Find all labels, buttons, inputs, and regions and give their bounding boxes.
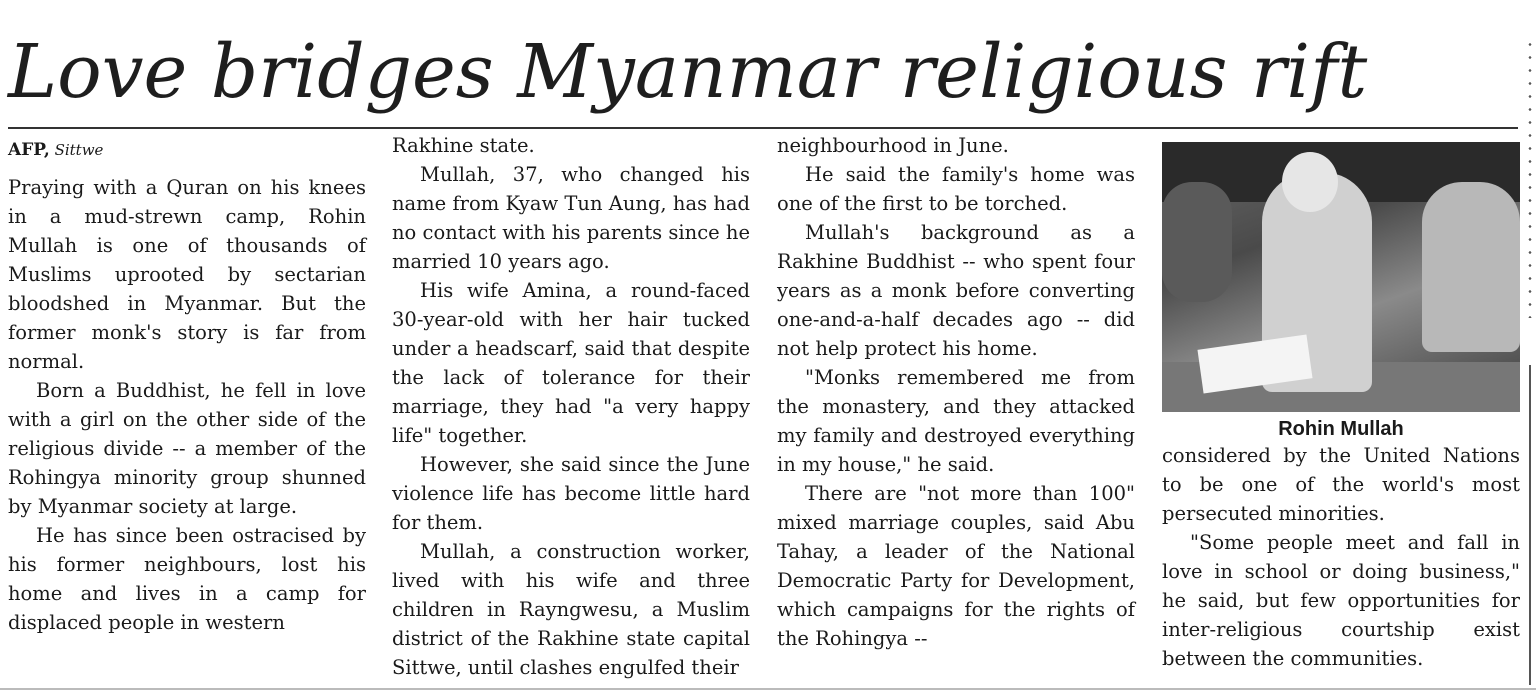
headline: Love bridges Myanmar religious rift <box>8 29 1368 115</box>
paragraph: neighbourhood in June. <box>777 134 1009 157</box>
article-column-3 <box>777 131 1135 653</box>
article-column-2 <box>392 131 750 682</box>
page-edge-line <box>1529 365 1531 685</box>
page-edge-dots <box>1528 38 1532 318</box>
paragraph: He has since been ostracised by his former neighbours, lost his home and lives in a camp for displaced people in western <box>8 524 366 634</box>
byline-agency: AFP, <box>8 140 50 160</box>
byline <box>8 136 366 165</box>
paragraph: He said the family's home was one of the first to be torched. <box>777 163 1135 215</box>
article-column-1 <box>8 136 366 637</box>
photo-skullcap-head <box>1282 152 1338 212</box>
headline-rule <box>8 127 1518 129</box>
paragraph: There are "not more than 100" mixed marriage couples, said Abu Tahay, a leader of the National Democratic Party for Development, which campaigns for the rights of the Rohingya -- <box>777 482 1135 650</box>
paragraph: Mullah, a construction worker, lived with his wife and three children in Rayngwesu, a Muslim district of the Rakhine state capital Sittwe, until clashes engulfed their <box>392 540 750 679</box>
paragraph: Mullah, 37, who changed his name from Kyaw Tun Aung, has had no contact with his parents since he married 10 years ago. <box>392 163 750 273</box>
paragraph: Born a Buddhist, he fell in love with a girl on the other side of the religious divide -- a member of the Rohingya minority group shunned by Myanmar society at large. <box>8 379 366 518</box>
paragraph: His wife Amina, a round-faced 30-year-old with her hair tucked under a headscarf, said that despite the lack of tolerance for their marriage, they had "a very happy life" together. <box>392 279 750 447</box>
paragraph: However, she said since the June violence life has become little hard for them. <box>392 453 750 534</box>
paragraph: "Some people meet and fall in love in school or doing business," he said, but few opportunities for inter-religious courtship exist between the communities. <box>1162 531 1520 670</box>
bottom-rule <box>0 688 1536 690</box>
paragraph: considered by the United Nations to be one of the world's most persecuted minorities. <box>1162 444 1520 525</box>
photo-woman-figure <box>1162 182 1232 302</box>
photo-caption: Rohin Mullah <box>1278 418 1404 440</box>
paragraph: Rakhine state. <box>392 134 535 157</box>
paragraph: Mullah's background as a Rakhine Buddhist -- who spent four years as a monk before converting one-and-a-half decades ago -- did not help protect his home. <box>777 221 1135 360</box>
photo-boy-figure <box>1422 182 1520 352</box>
article-column-4 <box>1162 441 1520 673</box>
paragraph: "Monks remembered me from the monastery, and they attacked my family and destroyed everything in my house," he said. <box>777 366 1135 476</box>
paragraph: Praying with a Quran on his knees in a mud-strewn camp, Rohin Mullah is one of thousands of Muslims uprooted by sectarian bloodshed in Myanmar. But the former monk's story is far from normal. <box>8 176 366 373</box>
article-photo <box>1162 142 1520 412</box>
byline-place: Sittwe <box>54 141 104 159</box>
